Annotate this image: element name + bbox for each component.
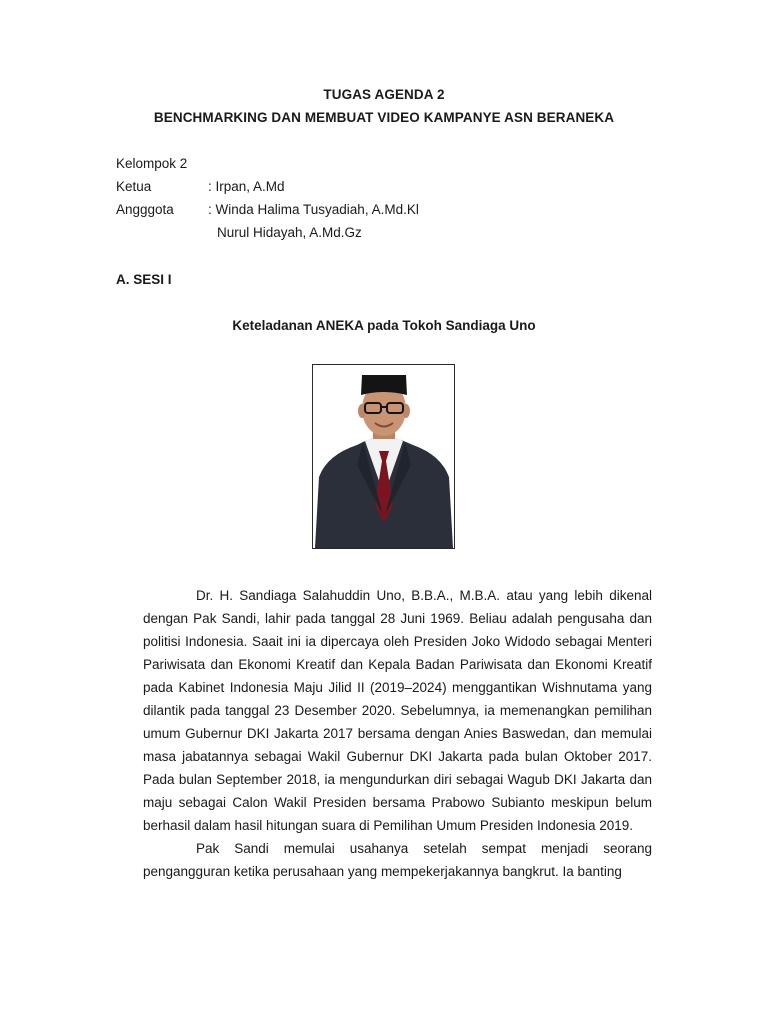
members-label: Angggota xyxy=(116,202,174,217)
leader-value: : Irpan, A.Md xyxy=(208,179,285,194)
body-paragraph-1: Dr. H. Sandiaga Salahuddin Uno, B.B.A., M.B.A. atau yang lebih dikenal dengan Pak Sandi, lahir pada tanggal 28 Juni 1969. Beliau adalah pengusaha dan politisi Indonesia. Saait ini ia dipercaya oleh Presiden Joko Widodo sebagai Menteri Pariwisata dan Ekonomi Kreatif dan Kepala Badan Pariwisata dan Ekonomi Kreatif pada Kabinet Indonesia Maju Jilid II (2019–2024) menggantikan Wishnutama yang dilantik pada tanggal 23 Desember 2020. Sebelumnya, ia memenangkan pemilihan umum Gubernur DKI Jakarta 2017 bersama dengan Anies Baswedan, dan memulai masa jabatannya sebagai Wakil Gubernur DKI Jakarta pada bulan Oktober 2017. Pada bulan September 2018, ia mengundurkan diri sebagai Wagub DKI Jakarta dan maju sebagai Calon Wakil Presiden bersama Prabowo Subianto meskipun belum berhasil dalam hasil hitungan suara di Pemilihan Umum Presiden Indonesia 2019. xyxy=(143,588,652,833)
section-heading: A. SESI I xyxy=(116,272,172,287)
member-1-value: : Winda Halima Tusyadiah, A.Md.Kl xyxy=(208,202,419,217)
document-title: TUGAS AGENDA 2 xyxy=(323,87,445,102)
leader-label: Ketua xyxy=(116,179,152,194)
document-subtitle: BENCHMARKING DAN MEMBUAT VIDEO KAMPANYE ASN BERANEKA xyxy=(153,110,615,125)
group-label: Kelompok 2 xyxy=(116,156,188,171)
body-paragraph-2: Pak Sandi memulai usahanya setelah sempat menjadi seorang pengangguran ketika perusahaan yang mempekerjakannya bangkrut. Ia banting xyxy=(143,841,652,879)
portrait-illustration xyxy=(313,365,454,548)
member-2-value: Nurul Hidayah, A.Md.Gz xyxy=(217,225,362,240)
section-subtitle: Keteladanan ANEKA pada Tokoh Sandiaga Uno xyxy=(232,318,536,333)
body-text xyxy=(143,584,652,883)
portrait-photo xyxy=(312,364,455,549)
